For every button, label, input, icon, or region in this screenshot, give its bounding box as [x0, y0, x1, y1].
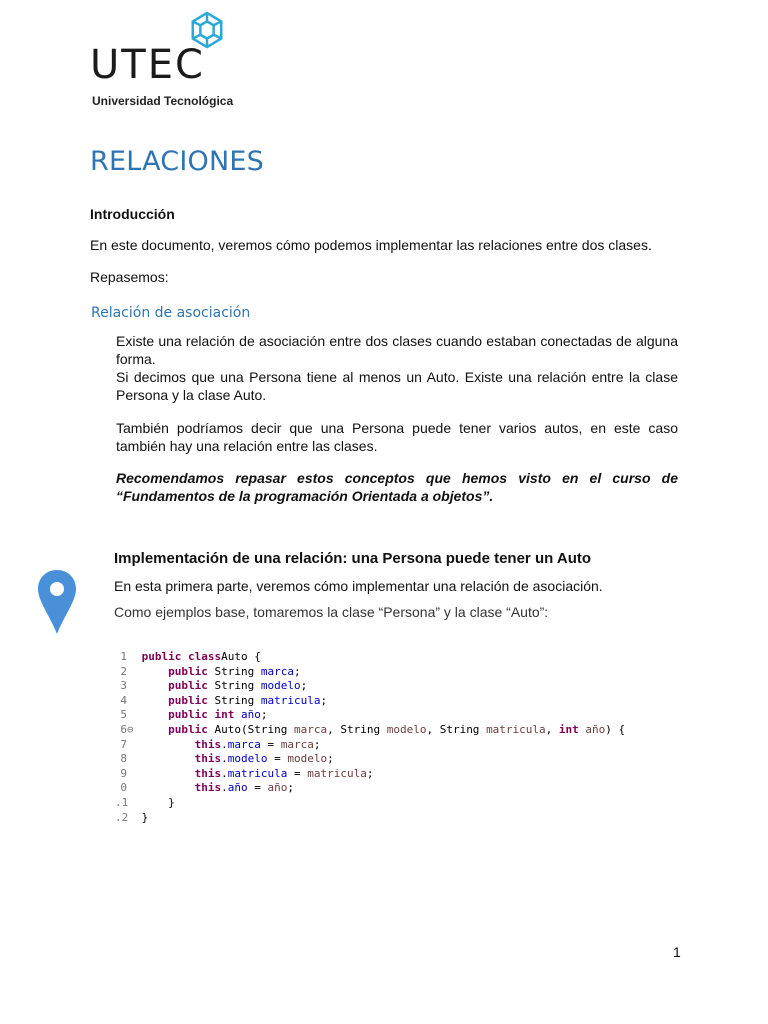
line-number: 9 — [120, 766, 127, 780]
code-token: modelo — [260, 679, 301, 693]
section-heading-asociacion: Relación de asociación — [91, 305, 251, 321]
code-token: marca — [280, 737, 314, 751]
code-token: int — [558, 722, 579, 736]
code-token: ; — [300, 679, 308, 693]
code-token: marca — [227, 737, 261, 751]
paragraph-3: También podríamos decir que una Persona puede tener varios autos, en este caso también hay una relación entre las clases. — [116, 420, 678, 454]
code-token — [142, 752, 195, 765]
line-number: 2 — [120, 664, 127, 678]
code-token: this — [194, 752, 222, 766]
code-token: . — [221, 781, 228, 795]
code-token: = — [267, 752, 288, 766]
line-number: 8 — [120, 752, 127, 766]
code-token: marca — [293, 722, 328, 736]
code-line — [115, 781, 625, 796]
code-token: String — [207, 679, 261, 693]
code-token — [142, 665, 169, 678]
code-token — [142, 738, 195, 751]
code-token: public — [168, 664, 208, 678]
code-token: String — [207, 693, 261, 707]
code-line — [115, 694, 625, 709]
code-token: ; — [366, 766, 374, 780]
section2-paragraph-2: Como ejemplos base, tomaremos la clase “Persona” y la clase “Auto”: — [114, 604, 549, 620]
code-line — [115, 796, 625, 811]
intro-text: En este documento, veremos cómo podemos implementar las relaciones entre dos clases. — [90, 237, 652, 253]
code-token: } — [141, 810, 149, 824]
line-number: 3 — [120, 679, 127, 693]
code-token: . — [221, 737, 228, 751]
code-token: String — [207, 664, 261, 678]
logo-name: UTEC — [90, 42, 205, 88]
code-token — [142, 781, 195, 794]
code-token: marca — [260, 664, 294, 678]
code-token: public class — [141, 650, 222, 663]
code-token: public — [168, 693, 208, 707]
line-number: 4 — [120, 693, 127, 707]
code-token: this — [194, 737, 222, 751]
section-heading-implementacion: Implementación de una relación: una Persona puede tener un Auto — [114, 550, 592, 567]
code-token: public — [168, 679, 208, 693]
section2-paragraph-1: En esta primera parte, veremos cómo implementar una relación de asociación. — [114, 578, 603, 594]
code-token: ; — [327, 752, 334, 766]
code-token: , — [545, 722, 559, 736]
intro-heading: Introducción — [90, 206, 175, 222]
code-line — [115, 665, 625, 680]
code-token: año — [578, 722, 606, 736]
code-token — [142, 679, 169, 692]
code-token: ; — [260, 708, 268, 722]
code-token — [142, 767, 195, 780]
line-number: .2 — [115, 810, 129, 824]
line-number: .1 — [115, 795, 129, 809]
code-token: año — [227, 781, 248, 795]
code-token: modelo — [386, 722, 427, 736]
code-token: = — [287, 766, 308, 780]
code-line — [115, 708, 625, 723]
code-token — [142, 708, 169, 721]
code-token: this — [194, 781, 222, 795]
line-number: 6 — [120, 722, 127, 736]
code-token: ) { — [605, 722, 626, 736]
page-number: 1 — [673, 944, 681, 960]
code-token: modelo — [227, 752, 268, 766]
fold-marker-icon: ⊖ — [127, 722, 134, 736]
code-token: año — [267, 781, 288, 795]
code-token: , String — [426, 722, 487, 736]
code-token: matricula — [307, 766, 367, 780]
line-number: 7 — [120, 737, 127, 751]
code-token: public int — [168, 708, 235, 722]
paragraph-1: Existe una relación de asociación entre dos clases cuando estaban conectadas de alguna forma. — [116, 333, 678, 367]
code-block — [115, 650, 625, 825]
document-title: RELACIONES — [90, 146, 264, 177]
code-line — [115, 752, 625, 767]
logo-subtitle: Universidad Tecnológica — [92, 94, 234, 108]
code-line — [115, 650, 625, 665]
code-line — [115, 811, 625, 826]
line-number: 0 — [120, 781, 127, 795]
code-token: Auto { — [221, 650, 261, 663]
code-token: matricula — [486, 722, 546, 736]
code-token: ; — [313, 737, 321, 751]
code-token: this — [194, 766, 222, 780]
line-number: 1 — [120, 650, 127, 663]
code-line — [115, 723, 625, 738]
repasemos-text: Repasemos: — [90, 269, 169, 285]
code-token: matricula — [227, 766, 288, 780]
code-line — [115, 738, 625, 753]
code-token: . — [221, 766, 228, 780]
code-token: ; — [287, 781, 294, 795]
code-token: matricula — [260, 693, 321, 707]
recommendation-paragraph: Recomendamos repasar estos conceptos que hemos visto en el curso de “Fundamentos de la programación Orientada a objetos”. — [116, 470, 678, 504]
code-line — [115, 767, 625, 782]
code-token: , String — [327, 722, 387, 736]
code-token: año — [234, 708, 261, 722]
code-token: Auto(String — [207, 722, 294, 736]
code-line — [115, 679, 625, 694]
code-token: = — [247, 781, 268, 795]
line-number: 5 — [120, 708, 127, 722]
paragraph-2: Si decimos que una Persona tiene al menos un Auto. Existe una relación entre la clase Persona y la clase Auto. — [116, 369, 678, 403]
code-token: . — [221, 752, 228, 766]
code-token: ; — [320, 693, 328, 707]
code-token: = — [260, 737, 281, 751]
location-pin-icon — [36, 568, 78, 636]
code-token — [142, 694, 169, 707]
code-token: ; — [293, 664, 301, 678]
code-token — [142, 723, 169, 736]
code-token: } — [141, 795, 175, 809]
code-token: public — [168, 722, 208, 736]
code-token: modelo — [287, 752, 328, 766]
